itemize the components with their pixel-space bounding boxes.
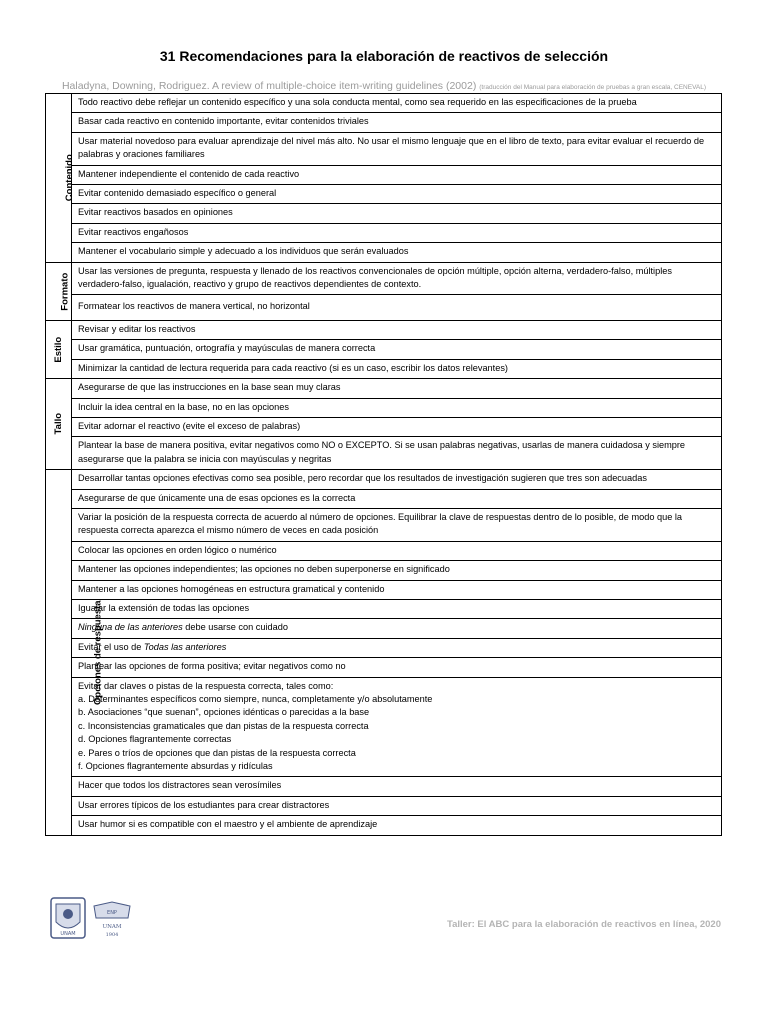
recommendations-table — [45, 93, 722, 836]
recommendation-cell: Mantener independiente el contenido de cada reactivo — [72, 165, 722, 184]
table-row — [46, 359, 722, 378]
table-row — [46, 619, 722, 638]
recommendation-cell: Variar la posición de la respuesta correcta de acuerdo al número de opciones. Equilibrar la clave de respuestas dentro de lo posible, de modo que la respuesta correcta aparezca el mismo número de veces en cada posición — [72, 508, 722, 541]
recommendation-subitem: a. Determinantes específicos como siempre, nunca, completamente y/o absolutamente — [78, 694, 433, 704]
recommendation-cell: Asegurarse de que únicamente una de esas opciones es la correcta — [72, 489, 722, 508]
logo-text-2: ENP — [107, 910, 117, 916]
recommendation-subitem: b. Asociaciones “que suenan”, opciones idénticas o parecidas a la base — [78, 707, 370, 718]
recommendation-line: Evitar dar claves o pistas de la respuesta correcta, tales como: — [78, 680, 334, 691]
category-label: Estilo — [53, 336, 65, 363]
table-row — [46, 796, 722, 815]
citation-note: (traducción del Manual para elaboración de pruebas a gran escala, CENEVAL) — [479, 84, 707, 91]
recommendation-cell: Basar cada reactivo en contenido importante, evitar contenidos triviales — [72, 113, 722, 132]
table-row — [46, 320, 722, 339]
recommendation-text: debe usarse con cuidado — [182, 622, 288, 633]
recommendation-cell: Mantener el vocabulario simple y adecuado a los individuos que serán evaluados — [72, 243, 722, 262]
recommendation-cell: Todo reactivo debe reflejar un contenido específico y una sola conducta mental, como sea requerido en las especificaciones de la prueba — [72, 94, 722, 113]
category-label: Formato — [59, 272, 71, 311]
page-title: 31 Recomendaciones para la elaboración de reactivos de selección — [159, 48, 609, 64]
logo-text-1: UNAM — [60, 931, 76, 937]
recommendation-subitem: c. Inconsistencias gramaticales que dan pistas de la respuesta correcta — [78, 720, 369, 731]
logo-text-3: UNAM — [102, 924, 122, 930]
category-cell — [46, 262, 72, 320]
table-row — [46, 243, 722, 262]
table-row — [46, 777, 722, 796]
table-row — [46, 113, 722, 132]
category-cell — [46, 94, 75, 263]
recommendation-cell: Incluir la idea central en la base, no en las opciones — [72, 398, 722, 417]
recommendation-cell: Igualar la extensión de todas las opciones — [72, 599, 722, 618]
table-row — [46, 340, 722, 359]
recommendation-cell: Evitar contenido demasiado específico o general — [72, 185, 722, 204]
category-cell — [46, 470, 104, 836]
recommendation-cell: Formatear los reactivos de manera vertical, no horizontal — [72, 295, 722, 320]
unam-logo — [50, 896, 134, 940]
recommendation-cell: Evitar adornar el reactivo (evite el exceso de palabras) — [72, 417, 722, 436]
logos — [50, 896, 134, 945]
table-row — [46, 437, 722, 470]
recommendation-cell — [72, 638, 722, 657]
table-row — [46, 816, 722, 835]
table-row — [46, 165, 722, 184]
table-row — [46, 599, 722, 618]
table-row — [46, 508, 722, 541]
table-row — [46, 398, 722, 417]
table-row — [46, 580, 722, 599]
category-label: Contenido — [63, 154, 75, 202]
recommendation-cell: Revisar y editar los reactivos — [72, 320, 722, 339]
recommendation-cell: Mantener a las opciones homogéneas en estructura gramatical y contenido — [72, 580, 722, 599]
recommendation-cell: Plantear las opciones de forma positiva; evitar negativos como no — [72, 658, 722, 677]
recommendation-cell: Usar errores típicos de los estudiantes para crear distractores — [72, 796, 722, 815]
table-row — [46, 677, 722, 777]
table-row — [46, 541, 722, 560]
table-row — [46, 379, 722, 398]
italic-phrase: Ninguna de las anteriores — [78, 622, 183, 633]
recommendation-cell: Usar gramática, puntuación, ortografía y mayúsculas de manera correcta — [72, 340, 722, 359]
recommendation-cell: Usar las versiones de pregunta, respuesta y llenado de los reactivos convencionales de opción múltiple, opción alterna, verdadero-falso, múltiples verdadero-falso, igualación, reactivo y grupo de reactivos dependientes de contexto. — [72, 262, 722, 295]
table-row — [46, 262, 722, 295]
table-row — [46, 638, 722, 657]
table-row — [46, 185, 722, 204]
italic-phrase: Todas las anteriores — [143, 641, 227, 652]
table-row — [46, 417, 722, 436]
recommendation-cell: Plantear la base de manera positiva, evitar negativos como NO o EXCEPTO. Si se usan palabras negativas, usarlas de manera cuidadosa y siempre asegurarse que la palabra se inicia con mayúsculas y negritas — [72, 437, 722, 470]
recommendation-cell: Evitar reactivos engañosos — [72, 223, 722, 242]
category-label: Opciones de respuesta — [92, 600, 104, 705]
table-row — [46, 132, 722, 165]
table-row — [46, 223, 722, 242]
recommendation-cell: Colocar las opciones en orden lógico o numérico — [72, 541, 722, 560]
recommendation-cell: Evitar reactivos basados en opiniones — [72, 204, 722, 223]
category-cell — [46, 379, 72, 470]
recommendation-cell: Usar humor si es compatible con el maestro y el ambiente de aprendizaje — [72, 816, 722, 835]
recommendation-cell: Mantener las opciones independientes; las opciones no deben superponerse en significado — [72, 561, 722, 580]
recommendation-cell: Usar material novedoso para evaluar aprendizaje del nivel más alto. No usar el mismo lenguaje que en el libro de texto, para evitar evaluar el recuerdo de palabras y oraciones familiares — [72, 132, 722, 165]
citation-main: Haladyna, Downing, Rodriguez. A review of multiple-choice item-writing guidelines (2002) — [61, 80, 477, 92]
citation — [44, 80, 724, 92]
recommendation-text: Evitar el uso de — [78, 641, 144, 652]
category-label: Tallo — [52, 413, 64, 435]
footer-text: Taller: El ABC para la elaboración de reactivos en línea, 2020 — [446, 919, 721, 930]
recommendation-subitem: d. Opciones flagrantemente correctas — [78, 734, 232, 745]
recommendation-cell: Minimizar la cantidad de lectura requerida para cada reactivo (si es un caso, escribir los datos relevantes) — [72, 359, 722, 378]
table-row — [46, 489, 722, 508]
table-row — [46, 658, 722, 677]
logo-text-4: 1904 — [105, 932, 119, 938]
recommendation-cell: Asegurarse de que las instrucciones en la base sean muy claras — [72, 379, 722, 398]
recommendation-cell: Desarrollar tantas opciones efectivas como sea posible, pero recordar que los resultados de investigación sugieren que tres son adecuadas — [72, 470, 722, 489]
table-row — [46, 295, 722, 320]
table-row — [46, 470, 722, 489]
table-row — [46, 204, 722, 223]
recommendation-cell: Hacer que todos los distractores sean verosímiles — [72, 777, 722, 796]
table-row — [46, 94, 722, 113]
recommendation-subitem: f. Opciones flagrantemente absurdas y ridículas — [78, 761, 273, 772]
recommendation-subitem: e. Pares o tríos de opciones que dan pistas de la respuesta correcta — [78, 747, 356, 758]
table-row — [46, 561, 722, 580]
category-cell — [46, 320, 72, 378]
recommendation-cell — [72, 677, 722, 777]
recommendation-cell — [72, 619, 722, 638]
